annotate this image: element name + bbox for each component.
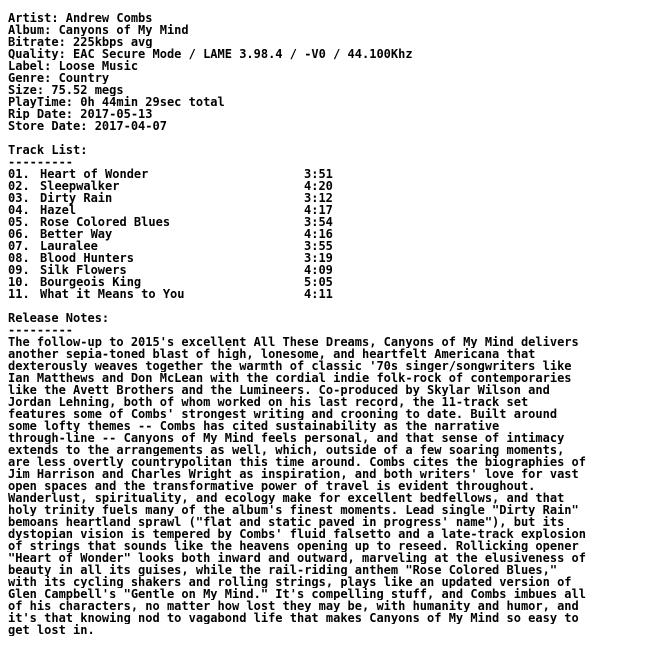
release-notes — [8, 312, 656, 636]
track-duration: 5:05 — [304, 275, 333, 289]
bitrate-line: Bitrate: 225kbps avg — [8, 36, 153, 48]
release-notes-line: of his characters, no matter how lost they may be, with humanity and humor, and — [8, 600, 579, 612]
track-list-heading: Track List: — [8, 144, 88, 156]
track-number: 05. — [8, 215, 30, 229]
track-title: Lauralee — [40, 239, 98, 253]
track-title: Heart of Wonder — [40, 167, 149, 181]
release-notes-line: another sepia-toned blast of high, lonesome, and heartfelt Americana that — [8, 348, 536, 360]
release-notes-body — [8, 336, 656, 636]
track-title: Sleepwalker — [40, 179, 120, 193]
release-notes-line: some lofty themes -- Combs has cited sustainability as the narrative — [8, 420, 500, 432]
track-duration: 3:55 — [304, 239, 333, 253]
track-title: Better Way — [40, 227, 113, 241]
track-number: 04. — [8, 203, 30, 217]
track-duration: 3:54 — [304, 215, 333, 229]
release-notes-line: dystopian vision is tempered by Combs' fluid falsetto and a late-track explosion — [8, 528, 586, 540]
track-duration: 4:11 — [304, 287, 333, 301]
track-row — [8, 288, 656, 300]
release-notes-line: features some of Combs' strongest writing and crooning to date. Built around — [8, 408, 558, 420]
release-notes-line: holy trinity fuels many of the album's finest moments. Lead single "Dirty Rain" — [8, 504, 579, 516]
track-rows — [8, 168, 656, 300]
track-number: 10. — [8, 275, 30, 289]
release-notes-line: it's that knowing nod to vagabond life that makes Canyons of My Mind so easy to — [8, 612, 579, 624]
track-duration: 4:20 — [304, 179, 333, 193]
quality-line: Quality: EAC Secure Mode / LAME 3.98.4 / -V0 / 44.100Khz — [8, 48, 413, 60]
track-title: Silk Flowers — [40, 263, 127, 277]
track-title: Hazel — [40, 203, 77, 217]
release-notes-line: Glen Campbell's "Gentle on My Mind." It's compelling stuff, and Combs imbues all — [8, 588, 586, 600]
size-line: Size: 75.52 megs — [8, 84, 124, 96]
release-notes-line: with its cycling shakers and rolling strings, plays like an updated version of — [8, 576, 572, 588]
release-notes-line: Jim Harrison and Charles Wright as inspiration, and both writers' love for vast — [8, 468, 579, 480]
release-notes-line: are less overtly countrypolitan this time around. Combs cites the biographies of — [8, 456, 586, 468]
track-duration: 3:51 — [304, 167, 333, 181]
playtime-line: PlayTime: 0h 44min 29sec total — [8, 96, 225, 108]
track-number: 11. — [8, 287, 30, 301]
track-list — [8, 144, 656, 300]
release-notes-line: open spaces and the transformative power of travel is evident throughout. — [8, 480, 536, 492]
track-title: Blood Hunters — [40, 251, 134, 265]
release-notes-line: Wanderlust, spirituality, and ecology make for excellent bedfellows, and that — [8, 492, 565, 504]
release-notes-line: of strings that sounds like the heavens opening up to reseed. Rollicking opener — [8, 540, 579, 552]
release-notes-line: through-line -- Canyons of My Mind feels personal, and that sense of intimacy — [8, 432, 565, 444]
album-info — [8, 12, 656, 132]
store-date-line: Store Date: 2017-04-07 — [8, 120, 167, 132]
track-number: 02. — [8, 179, 30, 193]
track-title: Dirty Rain — [40, 191, 113, 205]
spacer — [8, 132, 656, 144]
release-notes-line: dexterously weaves together the warmth of classic '70s singer/songwriters like — [8, 360, 572, 372]
track-number: 06. — [8, 227, 30, 241]
track-list-rule: --------- — [8, 156, 74, 168]
release-notes-line: The follow-up to 2015's excellent All These Dreams, Canyons of My Mind delivers — [8, 336, 579, 348]
rip-date-line: Rip Date: 2017-05-13 — [8, 108, 153, 120]
track-duration: 3:19 — [304, 251, 333, 265]
track-duration: 4:09 — [304, 263, 333, 277]
release-notes-line: Jordan Lehning, both of whom worked on his last record, the 11-track set — [8, 396, 529, 408]
release-notes-line: like the Avett Brothers and the Lumineers. Co-produced by Skylar Wilson and — [8, 384, 550, 396]
release-notes-line: Ian Matthews and Don McLean with the cordial indie folk-rock of contemporaries — [8, 372, 572, 384]
track-duration: 4:17 — [304, 203, 333, 217]
track-title: Rose Colored Blues — [40, 215, 171, 229]
release-notes-line: get lost in. — [8, 624, 95, 636]
artist-line: Artist: Andrew Combs — [8, 12, 153, 24]
track-duration: 4:16 — [304, 227, 333, 241]
track-number: 03. — [8, 191, 30, 205]
spacer — [8, 300, 656, 312]
album-line: Album: Canyons of My Mind — [8, 24, 189, 36]
label-line: Label: Loose Music — [8, 60, 139, 72]
release-notes-line: beauty in all its guises, while the rail-riding anthem "Rose Colored Blues," — [8, 564, 558, 576]
track-duration: 3:12 — [304, 191, 333, 205]
track-number: 07. — [8, 239, 30, 253]
release-notes-line: "Heart of Wonder" looks both inward and outward, marveling at the elusiveness of — [8, 552, 586, 564]
track-title: What it Means to You — [40, 287, 185, 301]
release-notes-heading: Release Notes: — [8, 312, 110, 324]
track-number: 09. — [8, 263, 30, 277]
genre-line: Genre: Country — [8, 72, 110, 84]
track-number: 08. — [8, 251, 30, 265]
track-title: Bourgeois King — [40, 275, 142, 289]
release-notes-rule: --------- — [8, 324, 74, 336]
track-number: 01. — [8, 167, 30, 181]
release-notes-line: bemoans heartland sprawl ("flat and static paved in progress' name"), but its — [8, 516, 565, 528]
release-notes-line: extends to the arrangements as well, which, outside of a few soaring moments, — [8, 444, 565, 456]
